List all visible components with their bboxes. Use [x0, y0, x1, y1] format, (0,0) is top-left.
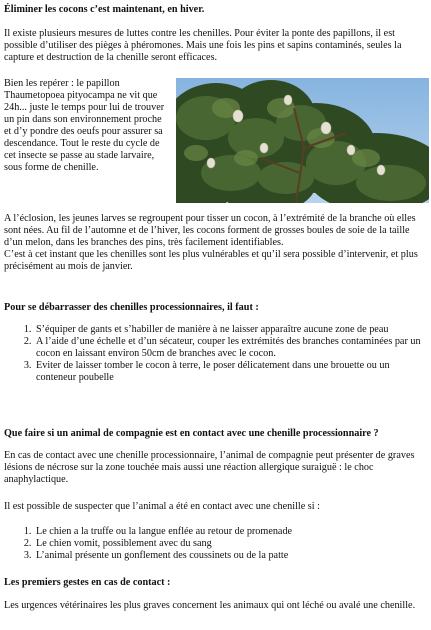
animal-paragraph: En cas de contact avec une chenille processionnaire, l’animal de compagnie peut présenter de graves lésions de nécrose sur la zone touchée mais aussi une réaction allergique suraiguë : le choc anaphylactique. — [4, 450, 415, 485]
debarrasser-heading: Pour se débarrasser des chenilles processionnaires, il faut : — [4, 302, 259, 313]
list-item: 3. Eviter de laisser tomber le cocon à terre, le poser délicatement dans une brouette ou un conteneur poubelle — [34, 360, 424, 384]
eclosion-paragraph: A l’éclosion, les jeunes larves se regroupent pour tisser un cocon, à l’extrémité de la branche où elles sont nées. Au fil de l’automne et de l’hiver, les cocons forment de grosses boules de soie de la taille d’un melon, dans les branches des pins, très facilement identifiables. — [4, 213, 416, 248]
list-item: 2. A l’aide d’une échelle et d’un sécateur, couper les extrémités des branches contaminées par un cocon en laissant environ 50cm de branches avec le cocon. — [34, 336, 424, 360]
symptoms-list — [4, 526, 424, 562]
list-item: 2. Le chien vomit, possiblement avec du sang — [34, 538, 424, 550]
list-item: 3. L’animal présente un gonflement des coussinets ou de la patte — [34, 550, 424, 562]
reperer-section — [4, 78, 424, 208]
intro-paragraph: Il existe plusieurs mesures de luttes contre les chenilles. Pour éviter la ponte des papillons, il est possible d’utiliser des pièges à phéromones. Mais une fois les pins et sapins contaminés, seules la capture et destruction de la chenille seront efficaces. — [4, 28, 402, 63]
animal-heading: Que faire si un animal de compagnie est en contact avec une chenille processionnaire ? — [4, 428, 379, 439]
list-item: 1. Le chien a la truffe ou la langue enflée au retour de promenade — [34, 526, 424, 538]
page-title: Éliminer les cocons c’est maintenant, en hiver. — [4, 4, 205, 15]
eclosion-paragraph-2: C’est à cet instant que les chenilles sont les plus vulnérables et qu’il sera possible d’intervenir, et plus précisément au mois de janvier. — [4, 249, 418, 272]
gestes-paragraph: Les urgences vétérinaires les plus graves concernent les animaux qui ont léché ou avalé une chenille. — [4, 600, 416, 611]
pine-tree-illustration — [176, 78, 429, 203]
suspecter-paragraph: Il est possible de suspecter que l’animal a été en contact avec une chenille si : — [4, 501, 320, 512]
reperer-paragraph: Bien les repérer : le papillon Thaumetopoea pityocampa ne vit que 24h... juste le temps pour lui de trouver un pin dans son environnement proche et d’y pondre des oeufs pour assurer sa descendance. Tout le reste du cycle de cet insecte se passe au stade larvaire, sous forme de chenille. — [4, 78, 165, 173]
gestes-heading: Les premiers gestes en cas de contact : — [4, 577, 171, 588]
debarrasser-steps-list — [4, 324, 424, 384]
pine-tree-photo — [176, 78, 429, 203]
list-item: 1. S’équiper de gants et s’habiller de manière à ne laisser apparaître aucune zone de peau — [34, 324, 424, 336]
